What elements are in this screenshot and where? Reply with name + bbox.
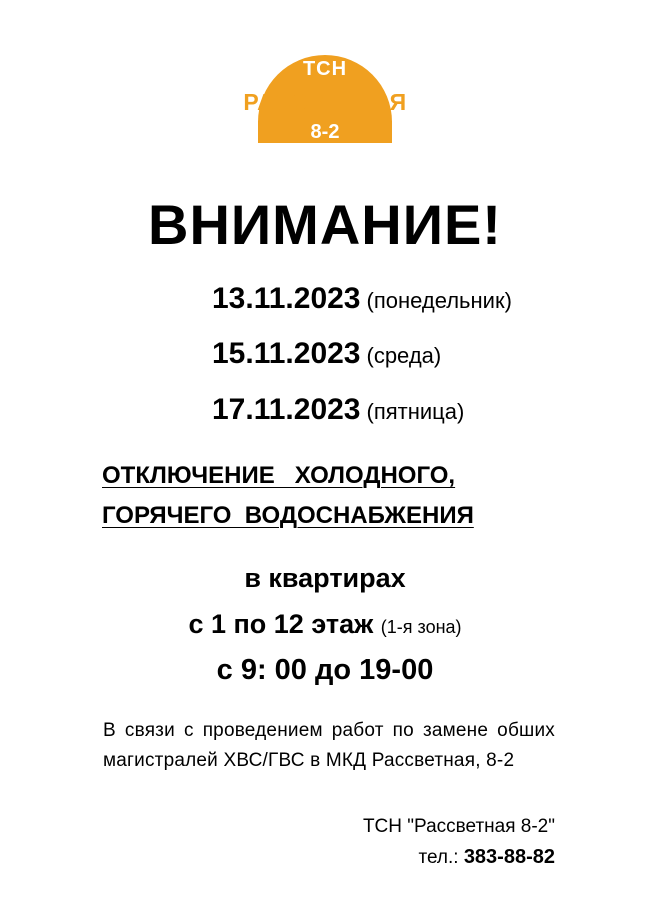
location-text: в квартирах: [244, 563, 406, 593]
date: 15.11.2023: [212, 337, 361, 370]
phone-number: 383-88-82: [463, 846, 555, 868]
date: 13.11.2023: [212, 282, 361, 315]
logo-abbr: ТСН: [302, 58, 348, 80]
date-line: [212, 393, 464, 427]
weekday: (пятница): [366, 399, 465, 424]
logo: [236, 55, 414, 145]
logo-name: РАССВЕТНАЯ: [243, 89, 407, 115]
reason-paragraph: В связи с проведением работ по замене обших магистралей ХВС/ГВС в МКД Рассветная, 8-2: [103, 720, 555, 771]
weekday: (понедельник): [366, 288, 512, 313]
date-line: [212, 337, 441, 371]
logo-number: 8-2: [258, 121, 392, 143]
page-title: ВНИМАНИЕ!: [148, 193, 502, 256]
floors-text: с 1 по 12 этаж: [188, 609, 374, 639]
floors-line: [0, 609, 650, 640]
outage-line-1: ОТКЛЮЧЕНИЕ ХОЛОДНОГО,: [102, 462, 456, 489]
time-text: с 9: 00 до 19-00: [216, 654, 434, 686]
signature-phone: [418, 846, 555, 869]
outage-line-2: ГОРЯЧЕГО ВОДОСНАБЖЕНИЯ: [102, 502, 474, 529]
date: 17.11.2023: [212, 393, 361, 426]
signature-org: ТСН "Рассветная 8-2": [362, 816, 555, 837]
phone-label: тел.:: [418, 847, 459, 868]
date-line: [212, 282, 512, 316]
zone-text: (1-я зона): [380, 617, 462, 637]
weekday: (среда): [366, 343, 442, 368]
